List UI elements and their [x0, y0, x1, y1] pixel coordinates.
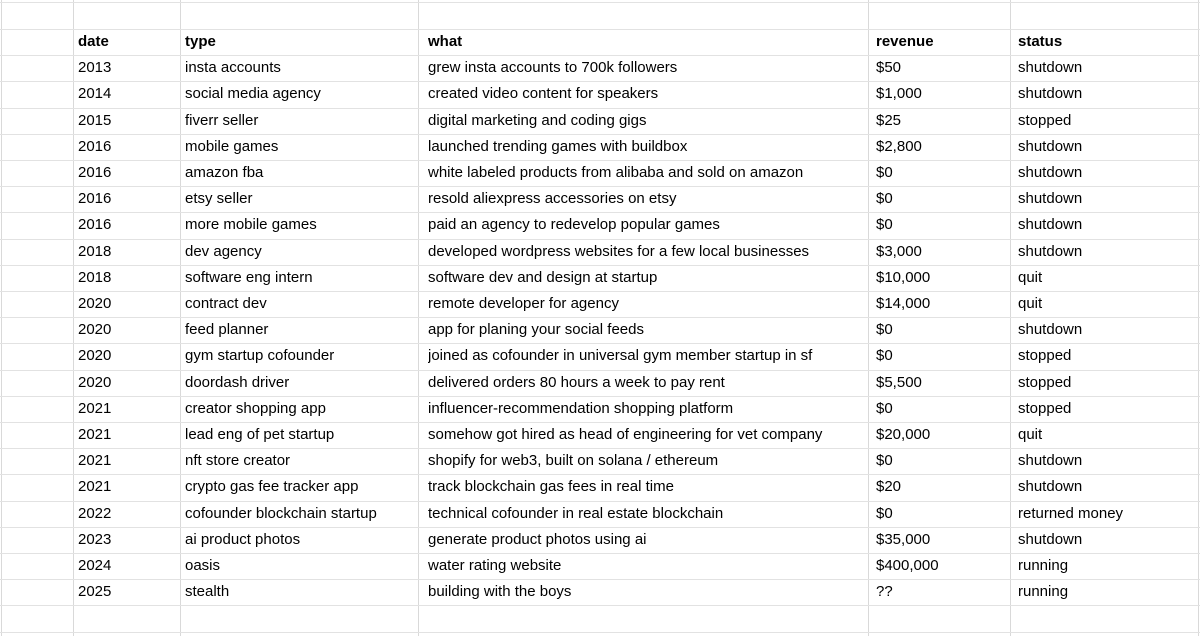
cell-date[interactable]: 2021: [78, 426, 112, 443]
cell-revenue[interactable]: $0: [876, 347, 893, 364]
cell-revenue[interactable]: $35,000: [876, 531, 931, 548]
cell-date[interactable]: 2020: [78, 295, 112, 312]
column-gridline: [868, 0, 869, 636]
cell-date[interactable]: 2013: [78, 59, 112, 76]
cell-revenue[interactable]: $20: [876, 478, 902, 495]
cell-what[interactable]: remote developer for agency: [428, 295, 619, 312]
cell-what[interactable]: grew insta accounts to 700k followers: [428, 59, 678, 76]
cell-type[interactable]: more mobile games: [185, 216, 317, 233]
cell-what[interactable]: paid an agency to redevelop popular games: [428, 216, 720, 233]
row-gridline: [0, 632, 1200, 633]
cell-type[interactable]: contract dev: [185, 295, 267, 312]
cell-date[interactable]: 2016: [78, 190, 112, 207]
cell-date[interactable]: 2020: [78, 374, 112, 391]
cell-revenue[interactable]: $20,000: [876, 426, 931, 443]
cell-revenue[interactable]: $14,000: [876, 295, 931, 312]
column-gridline: [73, 0, 74, 636]
column-gridline: [1, 0, 2, 636]
column-header-what[interactable]: what: [428, 33, 463, 50]
cell-date[interactable]: 2018: [78, 269, 112, 286]
cell-type[interactable]: lead eng of pet startup: [185, 426, 335, 443]
cell-what[interactable]: app for planing your social feeds: [428, 321, 644, 338]
cell-what[interactable]: track blockchain gas fees in real time: [428, 478, 674, 495]
cell-date[interactable]: 2015: [78, 112, 112, 129]
cell-status[interactable]: shutdown: [1018, 243, 1083, 260]
cell-status[interactable]: stopped: [1018, 112, 1072, 129]
cell-revenue[interactable]: $25: [876, 112, 902, 129]
cell-type[interactable]: stealth: [185, 583, 230, 600]
cell-status[interactable]: shutdown: [1018, 531, 1083, 548]
cell-type[interactable]: nft store creator: [185, 452, 291, 469]
cell-status[interactable]: shutdown: [1018, 321, 1083, 338]
cell-type[interactable]: oasis: [185, 557, 221, 574]
column-gridline: [418, 0, 419, 636]
cell-what[interactable]: joined as cofounder in universal gym member startup in sf: [428, 347, 813, 364]
cell-revenue[interactable]: $0: [876, 452, 893, 469]
cell-revenue[interactable]: $0: [876, 216, 893, 233]
row-gridline: [0, 605, 1200, 606]
cell-date[interactable]: 2022: [78, 505, 112, 522]
cell-revenue[interactable]: $400,000: [876, 557, 939, 574]
cell-what[interactable]: created video content for speakers: [428, 85, 659, 102]
column-header-status[interactable]: status: [1018, 33, 1063, 50]
cell-revenue[interactable]: $0: [876, 400, 893, 417]
cell-type[interactable]: feed planner: [185, 321, 269, 338]
cell-type[interactable]: ai product photos: [185, 531, 301, 548]
cell-type[interactable]: doordash driver: [185, 374, 290, 391]
cell-what[interactable]: delivered orders 80 hours a week to pay rent: [428, 374, 725, 391]
cell-date[interactable]: 2021: [78, 400, 112, 417]
cell-what[interactable]: somehow got hired as head of engineering for vet company: [428, 426, 823, 443]
row-gridline: [0, 2, 1200, 3]
cell-status[interactable]: shutdown: [1018, 164, 1083, 181]
cell-type[interactable]: creator shopping app: [185, 400, 326, 417]
cell-date[interactable]: 2020: [78, 321, 112, 338]
cell-revenue[interactable]: $1,000: [876, 85, 922, 102]
column-header-type[interactable]: type: [185, 33, 216, 50]
cell-type[interactable]: gym startup cofounder: [185, 347, 335, 364]
cell-status[interactable]: shutdown: [1018, 138, 1083, 155]
cell-revenue[interactable]: $3,000: [876, 243, 922, 260]
cell-status[interactable]: shutdown: [1018, 85, 1083, 102]
cell-status[interactable]: shutdown: [1018, 190, 1083, 207]
cell-what[interactable]: software dev and design at startup: [428, 269, 658, 286]
cell-type[interactable]: insta accounts: [185, 59, 281, 76]
cell-type[interactable]: software eng intern: [185, 269, 313, 286]
column-header-date[interactable]: date: [78, 33, 109, 50]
cell-revenue[interactable]: $2,800: [876, 138, 922, 155]
cell-what[interactable]: generate product photos using ai: [428, 531, 647, 548]
column-gridline: [180, 0, 181, 636]
cell-what[interactable]: technical cofounder in real estate blockchain: [428, 505, 724, 522]
cell-type[interactable]: fiverr seller: [185, 112, 259, 129]
cell-status[interactable]: shutdown: [1018, 216, 1083, 233]
cell-what[interactable]: launched trending games with buildbox: [428, 138, 688, 155]
column-gridline: [1010, 0, 1011, 636]
cell-date[interactable]: 2016: [78, 164, 112, 181]
cell-status[interactable]: stopped: [1018, 400, 1072, 417]
cell-what[interactable]: digital marketing and coding gigs: [428, 112, 647, 129]
cell-status[interactable]: shutdown: [1018, 478, 1083, 495]
cell-what[interactable]: building with the boys: [428, 583, 572, 600]
cell-what[interactable]: water rating website: [428, 557, 562, 574]
cell-revenue[interactable]: $0: [876, 505, 893, 522]
cell-date[interactable]: 2021: [78, 452, 112, 469]
cell-date[interactable]: 2016: [78, 216, 112, 233]
cell-status[interactable]: shutdown: [1018, 59, 1083, 76]
cell-status[interactable]: returned money: [1018, 505, 1124, 522]
cell-status[interactable]: running: [1018, 583, 1069, 600]
cell-type[interactable]: etsy seller: [185, 190, 253, 207]
cell-revenue[interactable]: $0: [876, 321, 893, 338]
cell-type[interactable]: mobile games: [185, 138, 279, 155]
cell-revenue[interactable]: $5,500: [876, 374, 922, 391]
cell-revenue[interactable]: $50: [876, 59, 902, 76]
cell-status[interactable]: quit: [1018, 295, 1043, 312]
cell-date[interactable]: 2018: [78, 243, 112, 260]
cell-date[interactable]: 2016: [78, 138, 112, 155]
cell-revenue[interactable]: $0: [876, 164, 893, 181]
cell-date[interactable]: 2025: [78, 583, 112, 600]
cell-date[interactable]: 2024: [78, 557, 112, 574]
cell-type[interactable]: crypto gas fee tracker app: [185, 478, 359, 495]
cell-status[interactable]: stopped: [1018, 347, 1072, 364]
cell-date[interactable]: 2021: [78, 478, 112, 495]
cell-date[interactable]: 2023: [78, 531, 112, 548]
cell-date[interactable]: 2020: [78, 347, 112, 364]
cell-type[interactable]: cofounder blockchain startup: [185, 505, 377, 522]
column-header-revenue[interactable]: revenue: [876, 33, 934, 50]
cell-what[interactable]: influencer-recommendation shopping platform: [428, 400, 734, 417]
cell-status[interactable]: stopped: [1018, 374, 1072, 391]
column-gridline: [1198, 0, 1199, 636]
cell-revenue[interactable]: ??: [876, 583, 893, 600]
cell-type[interactable]: amazon fba: [185, 164, 264, 181]
cell-what[interactable]: white labeled products from alibaba and sold on amazon: [428, 164, 804, 181]
cell-date[interactable]: 2014: [78, 85, 112, 102]
cell-type[interactable]: social media agency: [185, 85, 321, 102]
cell-status[interactable]: quit: [1018, 426, 1043, 443]
cell-status[interactable]: shutdown: [1018, 452, 1083, 469]
cell-status[interactable]: quit: [1018, 269, 1043, 286]
cell-what[interactable]: shopify for web3, built on solana / ethereum: [428, 452, 719, 469]
cell-type[interactable]: dev agency: [185, 243, 262, 260]
cell-revenue[interactable]: $0: [876, 190, 893, 207]
cell-status[interactable]: running: [1018, 557, 1069, 574]
cell-what[interactable]: resold aliexpress accessories on etsy: [428, 190, 677, 207]
cell-revenue[interactable]: $10,000: [876, 269, 931, 286]
cell-what[interactable]: developed wordpress websites for a few local businesses: [428, 243, 810, 260]
